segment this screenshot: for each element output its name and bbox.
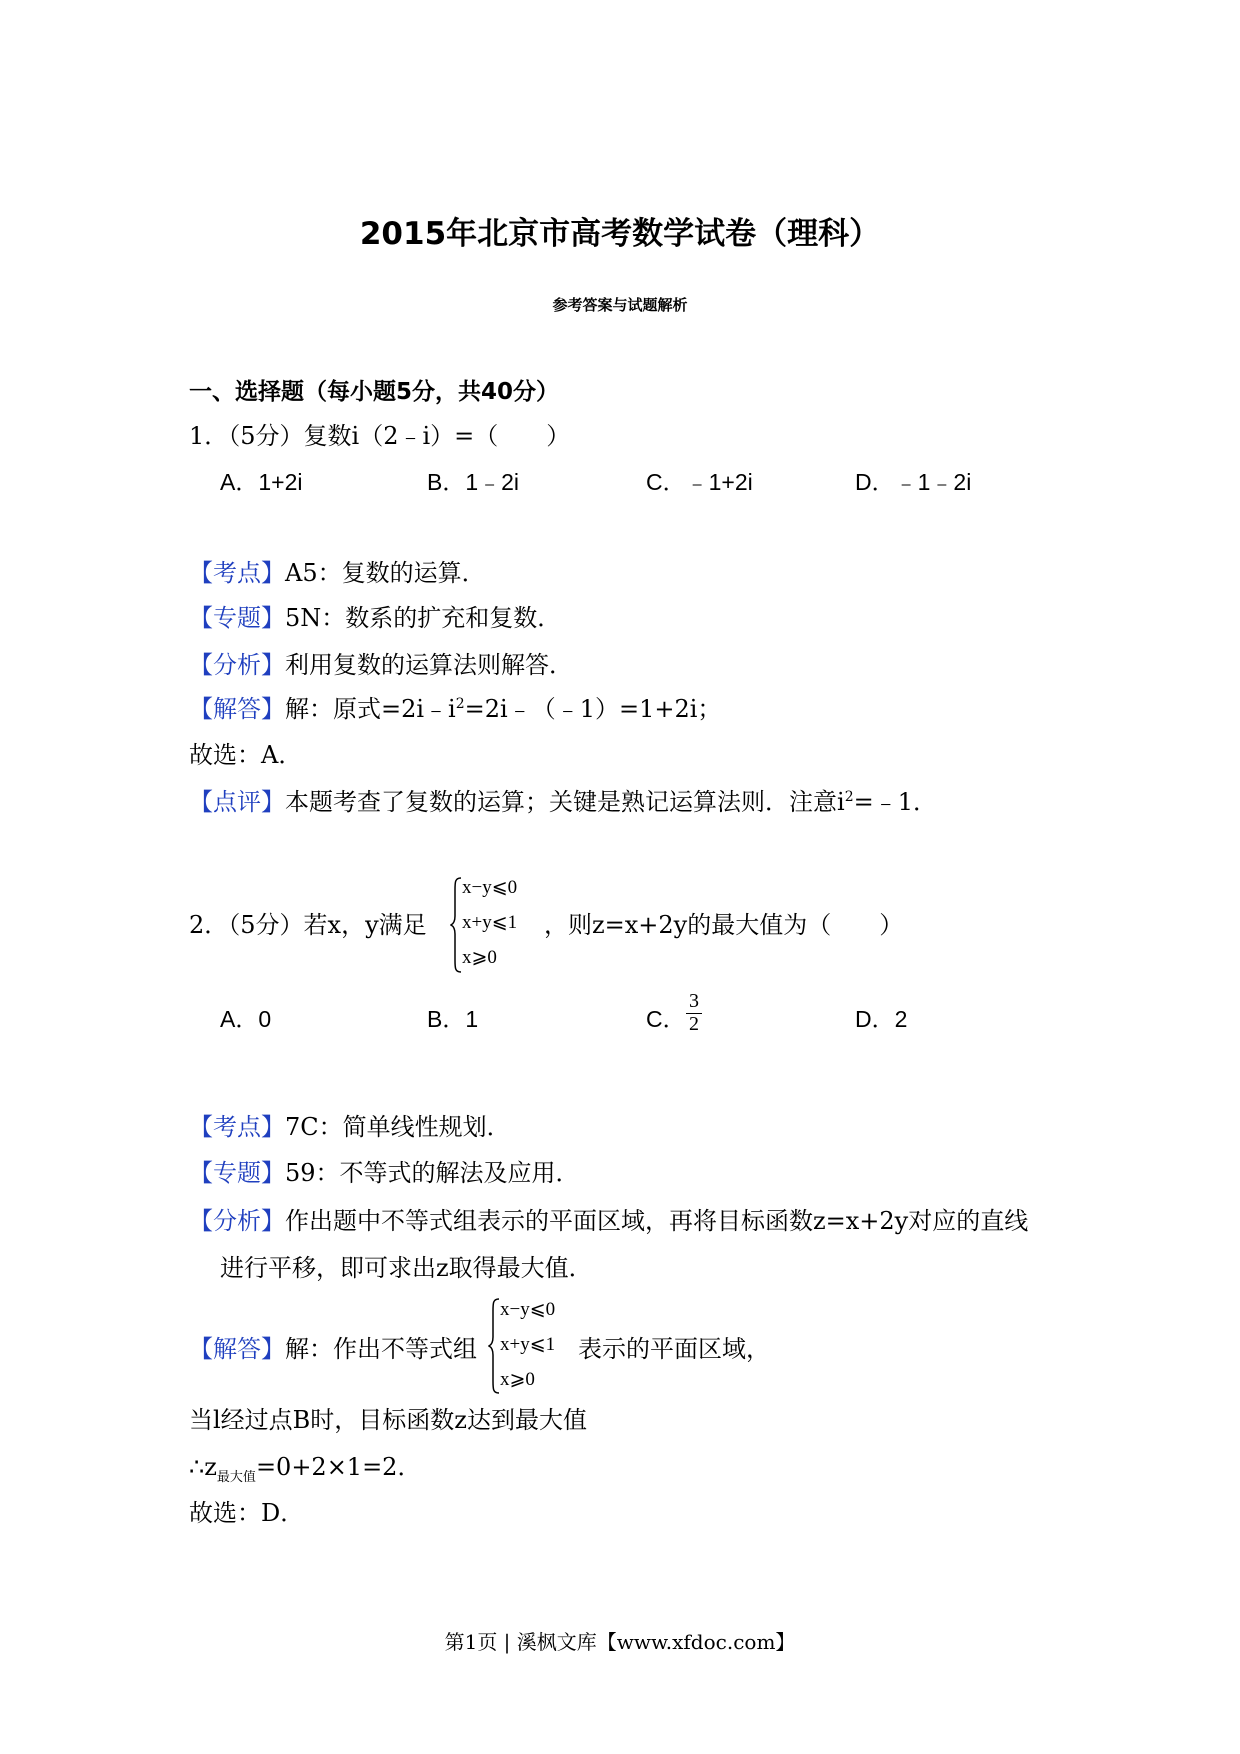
fraction-denominator: 2 — [689, 1013, 699, 1035]
system-row-1: x−y⩽0 — [462, 877, 518, 898]
q2-zmax — [189, 1452, 422, 1485]
jieda-tag: 【解答】 — [189, 695, 285, 723]
dianping-superscript: 2 — [844, 789, 854, 805]
system-row-3: x⩾0 — [462, 947, 497, 968]
q2-jieda-b: 表示的平面区域， — [578, 1335, 770, 1363]
fenxi-text-1: 作出题中不等式组表示的平面区域，再将目标函数z=x+2y对应的直线 — [285, 1207, 1029, 1235]
q2-guxuan: 故选：D． — [189, 1499, 305, 1527]
q1-option-c: C．﹣1+2i — [646, 469, 753, 495]
zhuanti-text: 5N：数系的扩充和复数． — [285, 604, 562, 632]
system-row-1: x−y⩽0 — [500, 1299, 556, 1320]
fenxi-tag: 【分析】 — [189, 651, 285, 679]
q1-stem: 1．（5分）复数i（2﹣i）=（ ） — [189, 422, 571, 450]
q2-option-b: B．1 — [427, 1006, 479, 1032]
q1-jieda — [189, 694, 721, 724]
jieda-text-a: 解：原式=2i﹣i — [285, 695, 456, 723]
q2-fenxi — [189, 1206, 1028, 1236]
q2-stem-b: ，则z=x+2y的最大值为（ ） — [544, 911, 904, 939]
q2-kaodian — [189, 1112, 511, 1142]
fenxi-tag: 【分析】 — [189, 1207, 285, 1235]
zhuanti-tag: 【专题】 — [189, 1159, 285, 1187]
page-footer: 第1页 | 溪枫文库【www.xfdoc.com】 — [444, 1630, 796, 1654]
zmax-subscript: 最大值 — [216, 1469, 256, 1485]
q2-zhuanti — [189, 1158, 580, 1188]
q2-jieda-a — [189, 1334, 477, 1364]
q1-option-a: A．1+2i — [220, 469, 303, 495]
brace-icon — [488, 1297, 500, 1395]
dianping-tag: 【点评】 — [189, 788, 285, 816]
q2-fenxi-continued: 进行平移，即可求出z取得最大值． — [220, 1254, 593, 1282]
system-row-2: x+y⩽1 — [462, 912, 518, 933]
zhuanti-text: 59：不等式的解法及应用． — [285, 1159, 580, 1187]
zmax-text-a: ∴z — [189, 1453, 217, 1481]
jieda-superscript: 2 — [455, 696, 465, 712]
page-title: 2015年北京市高考数学试卷（理科） — [359, 216, 881, 252]
q1-zhuanti — [189, 603, 561, 633]
jieda-text-a: 解：作出不等式组 — [285, 1335, 477, 1363]
q2-inequality-system — [450, 876, 550, 974]
q1-guxuan: 故选：A． — [189, 741, 303, 769]
q2-stem-a: 2．（5分）若x，y满足 — [189, 911, 427, 939]
section-heading: 一、选择题（每小题5分，共40分） — [189, 379, 560, 405]
kaodian-tag: 【考点】 — [189, 1113, 285, 1141]
q2-option-a: A．0 — [220, 1006, 272, 1032]
kaodian-text: A5：复数的运算． — [285, 559, 486, 587]
q2-option-c-fraction — [686, 991, 702, 1037]
kaodian-tag: 【考点】 — [189, 559, 285, 587]
jieda-tag: 【解答】 — [189, 1335, 285, 1363]
zhuanti-tag: 【专题】 — [189, 604, 285, 632]
dianping-text-b: =﹣1． — [853, 788, 937, 816]
q2-option-c: C． — [646, 1006, 686, 1032]
zmax-text-b: =0+2×1=2． — [255, 1453, 422, 1481]
brace-icon — [450, 876, 462, 974]
fenxi-text: 利用复数的运算法则解答． — [285, 651, 573, 679]
q1-option-b: B．1﹣2i — [427, 469, 520, 495]
system-row-3: x⩾0 — [500, 1369, 535, 1390]
q1-fenxi — [189, 650, 573, 680]
system-row-2: x+y⩽1 — [500, 1334, 556, 1355]
page-subtitle: 参考答案与试题解析 — [552, 296, 688, 314]
dianping-text-a: 本题考查了复数的运算；关键是熟记运算法则．注意i — [285, 788, 845, 816]
q2-line-l: 当l经过点B时，目标函数z达到最大值 — [189, 1406, 587, 1434]
q1-kaodian — [189, 558, 486, 588]
q1-dianping — [189, 787, 937, 817]
jieda-text-b: =2i﹣（﹣1）=1+2i； — [464, 695, 722, 723]
fraction-numerator: 3 — [689, 990, 699, 1012]
q1-option-d: D．﹣1﹣2i — [855, 469, 972, 495]
q2-jieda-inequality-system — [488, 1297, 588, 1395]
q2-option-d: D．2 — [855, 1006, 908, 1032]
kaodian-text: 7C：简单线性规划． — [285, 1113, 511, 1141]
